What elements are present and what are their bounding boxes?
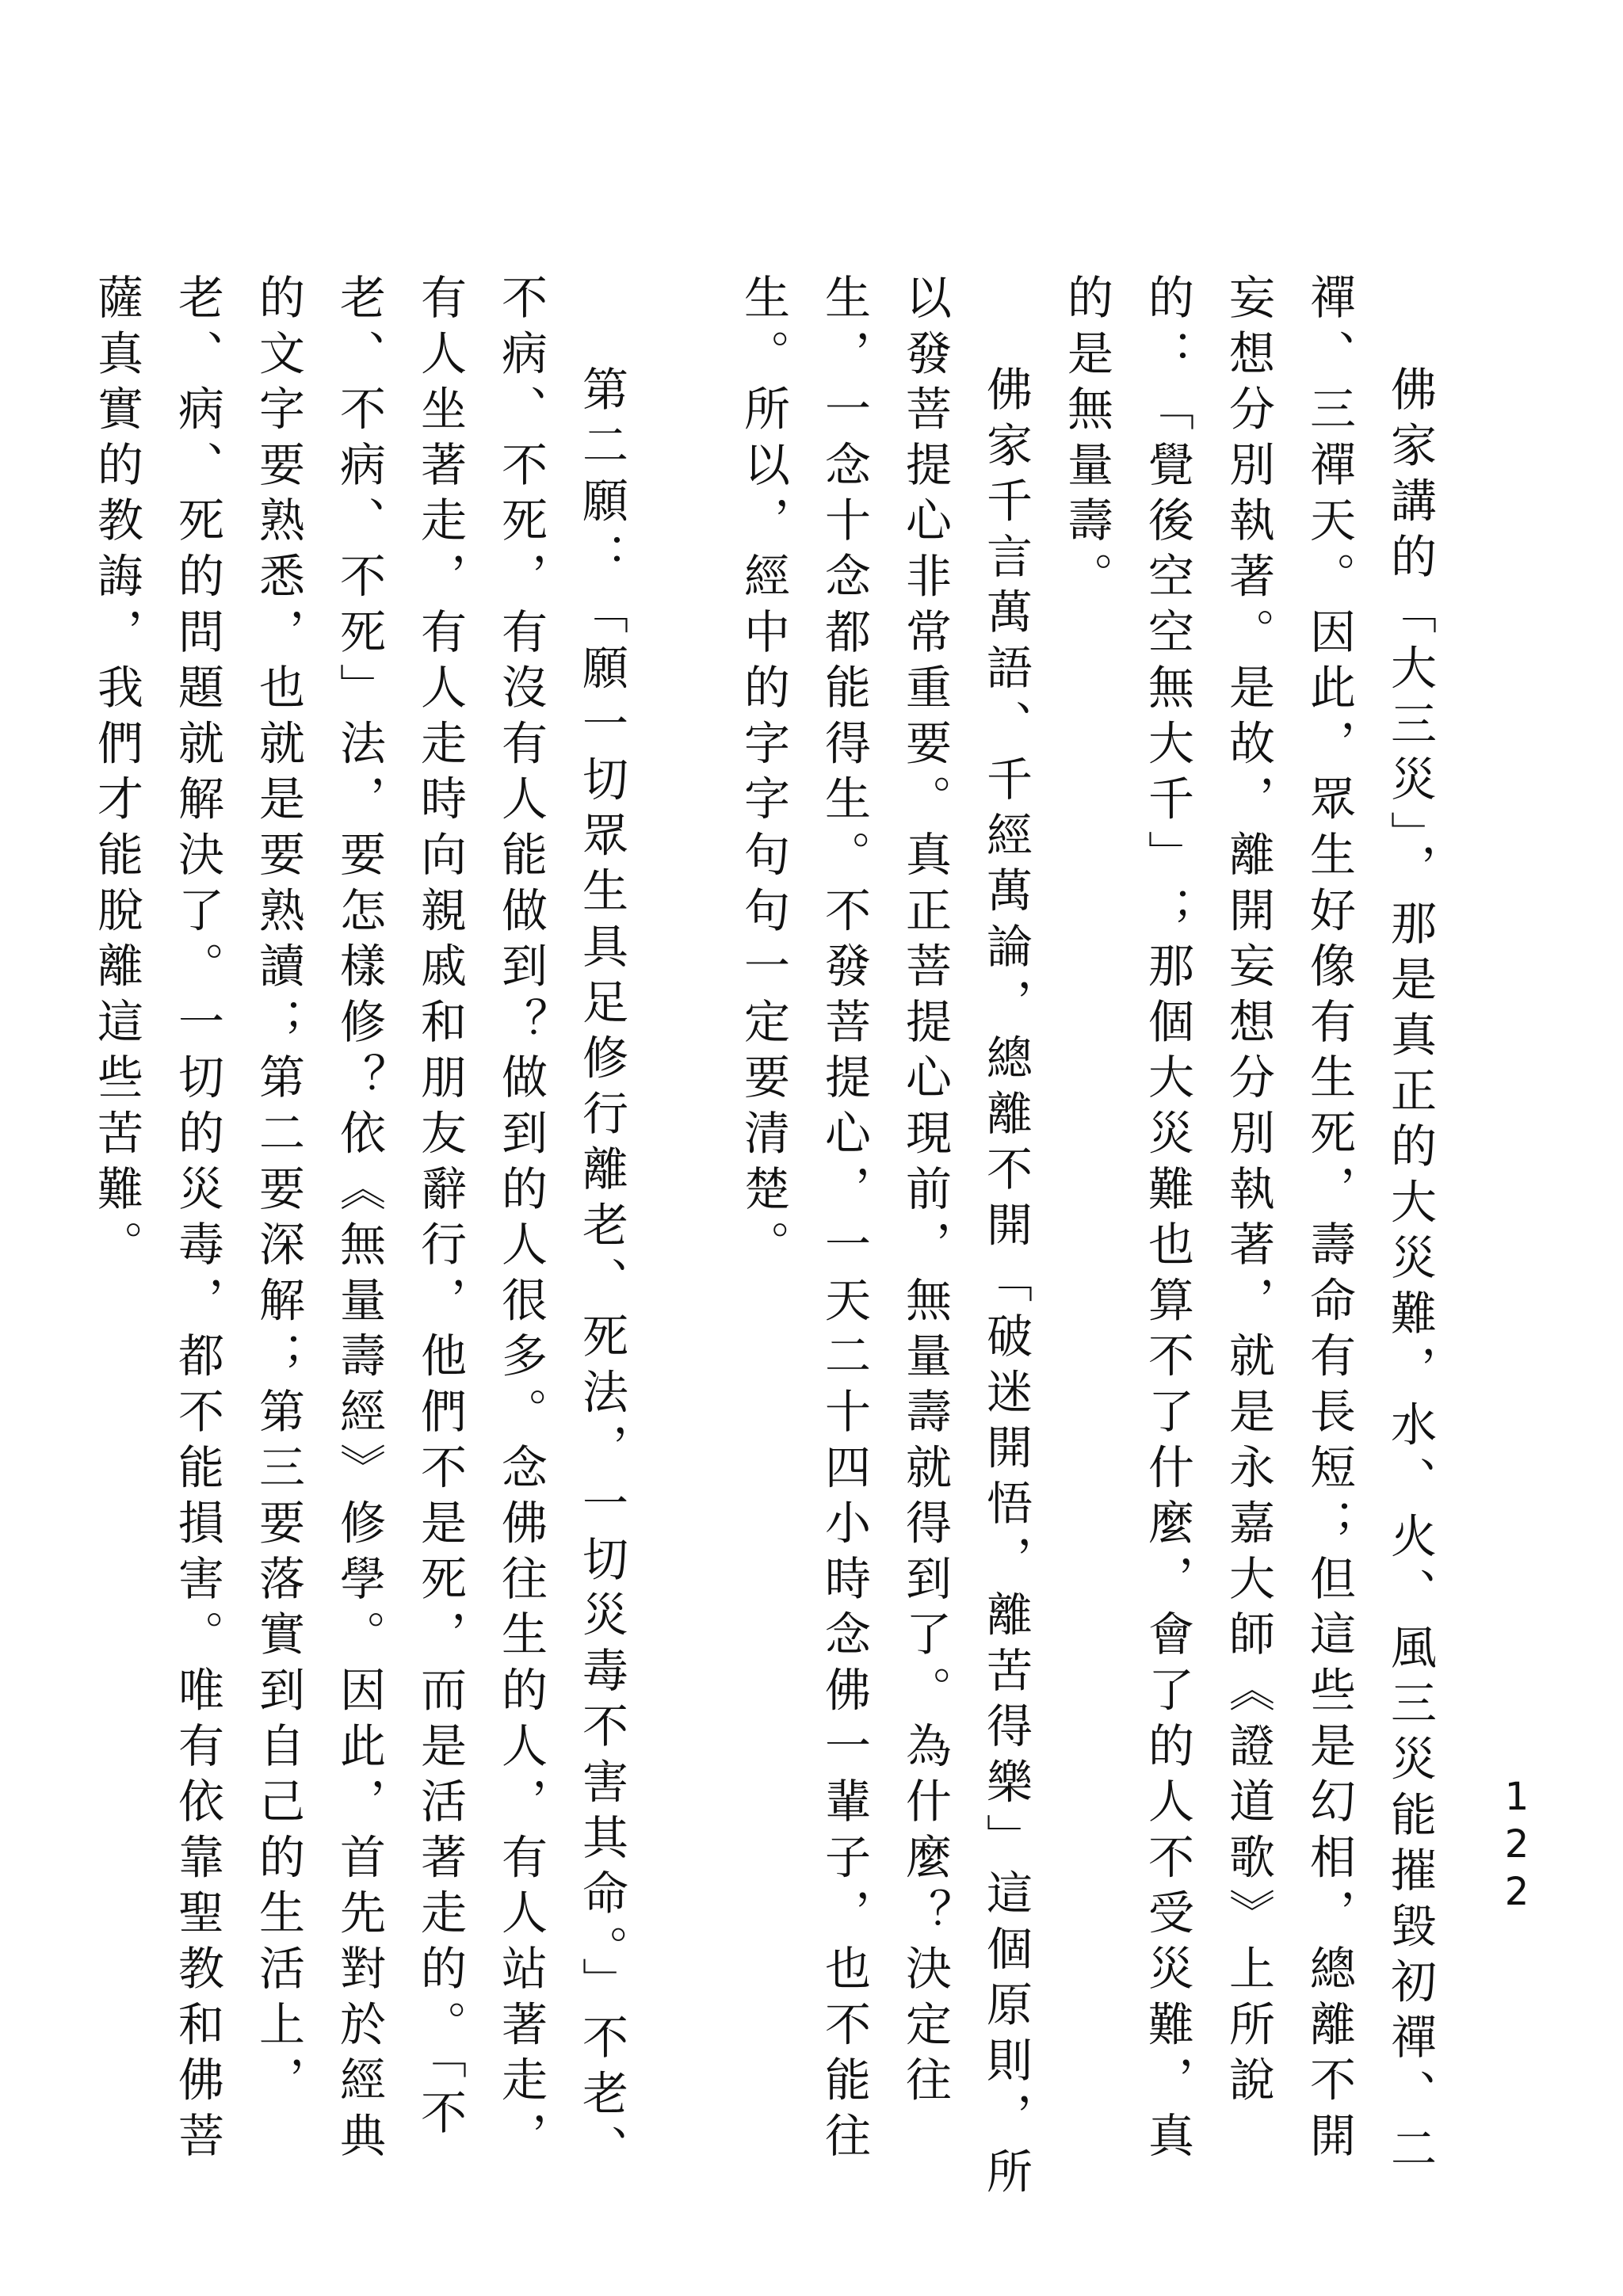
page-number: 122 — [1495, 1775, 1539, 1917]
paragraph-great-three-disasters: 佛家講的「大三災」，那是真正的大災難，水、火、風三災能摧毀初禪、二禪、三禪天。因此，眾生好像有生死，壽命有長短；但這些是幻相，總離不開妄想分別執著。是故，離開妄想分別執著，就是永嘉大師《證道歌》上所說的：「覺後空空無大千」；那個大災難也算不了什麼，會了的人不受災難，真的是無量壽。 — [1060, 273, 1437, 2180]
body-text — [0, 273, 1450, 2222]
paragraph-bodhi-mind: 佛家千言萬語、千經萬論，總離不開「破迷開悟，離苦得樂」這個原則，所以發菩提心非常重要。真正菩提心現前，無量壽就得到了。為什麼？決定往生，一念十念都能得生。不發菩提心，一天二十四小時念佛一輩子，也不能往生。所以，經中的字字句句一定要清楚。 — [736, 273, 1033, 2203]
paragraph-second-vow: 第二願：「願一切眾生具足修行離老、死法，一切災毒不害其命。」不老、不病、不死，有沒有人能做到？做到的人很多。念佛往生的人，有人站著走，有人坐著走，有人走時向親戚和朋友辭行，他們不是死，而是活著走的。「不老、不病、不死」法，要怎樣修？依《無量壽經》修學。因此，首先對於經典的文字要熟悉，也就是要熟讀；第二要深解；第三要落實到自己的生活上，老、病、死的問題就解決了。一切的災毒，都不能損害。唯有依靠聖教和佛菩薩真實的教誨，我們才能脫離這些苦難。 — [90, 273, 628, 2180]
